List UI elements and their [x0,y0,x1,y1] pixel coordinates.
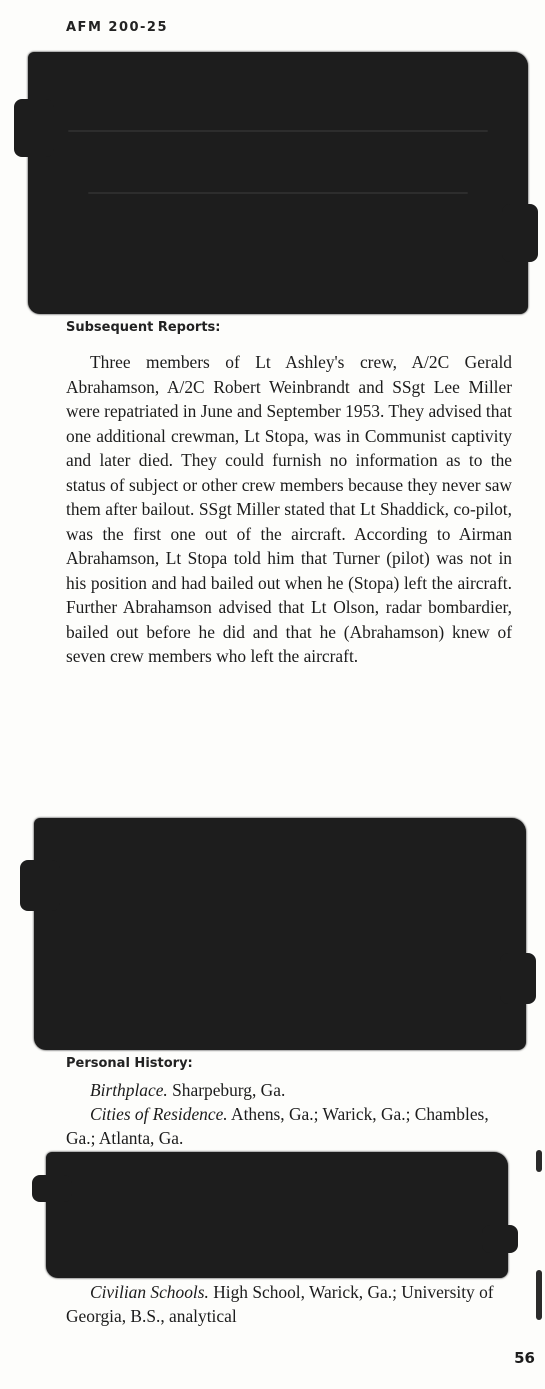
page-number: 56 [514,1349,535,1367]
form-number: AFM 200-25 [66,20,169,35]
schools-label: Civilian Schools. [90,1282,209,1302]
residence-label: Cities of Residence. [90,1104,228,1124]
redaction-block [46,1152,508,1278]
schools-value: High School, Warick, Ga.; University of Georgia, B.S., analytical [66,1282,494,1326]
section-heading-personal-history: Personal History: [66,1056,193,1071]
schools-entry [66,1280,516,1328]
residence-entry [66,1102,516,1150]
birthplace-entry [66,1078,540,1102]
section-heading-subsequent-reports: Subsequent Reports: [66,320,221,335]
redaction-block [34,818,526,1050]
margin-mark [536,1150,542,1172]
subsequent-reports-text: Three members of Lt Ashley's crew, A/2C Gerald Abrahamson, A/2C Robert Weinbrandt and SSgt Lee Miller were repatriated in June and September 1953. They advised that one additional crewman, Lt Stopa, was in Communist captivity and later died. They could furnish no information as to the status of subject or other crew members because they never saw them after bailout. SSgt Miller stated that Lt Shaddick, co-pilot, was the first one out of the aircraft. According to Airman Abrahamson, Lt Stopa told him that Turner (pilot) was not in his position and had bailed out when he (Stopa) left the aircraft. Further Abrahamson advised that Lt Olson, radar bombardier, bailed out before he did and that he (Abrahamson) knew of seven crew members who left the aircraft. [66,352,512,666]
subsequent-reports-paragraph [66,350,512,669]
margin-mark [536,1270,542,1320]
residence-value: Athens, Ga.; Warick, Ga.; Chambles, Ga.; Atlanta, Ga. [66,1104,489,1148]
birthplace-label: Birthplace. [90,1080,168,1100]
redaction-block [28,52,528,314]
birthplace-value: Sharpeburg, Ga. [172,1080,286,1100]
